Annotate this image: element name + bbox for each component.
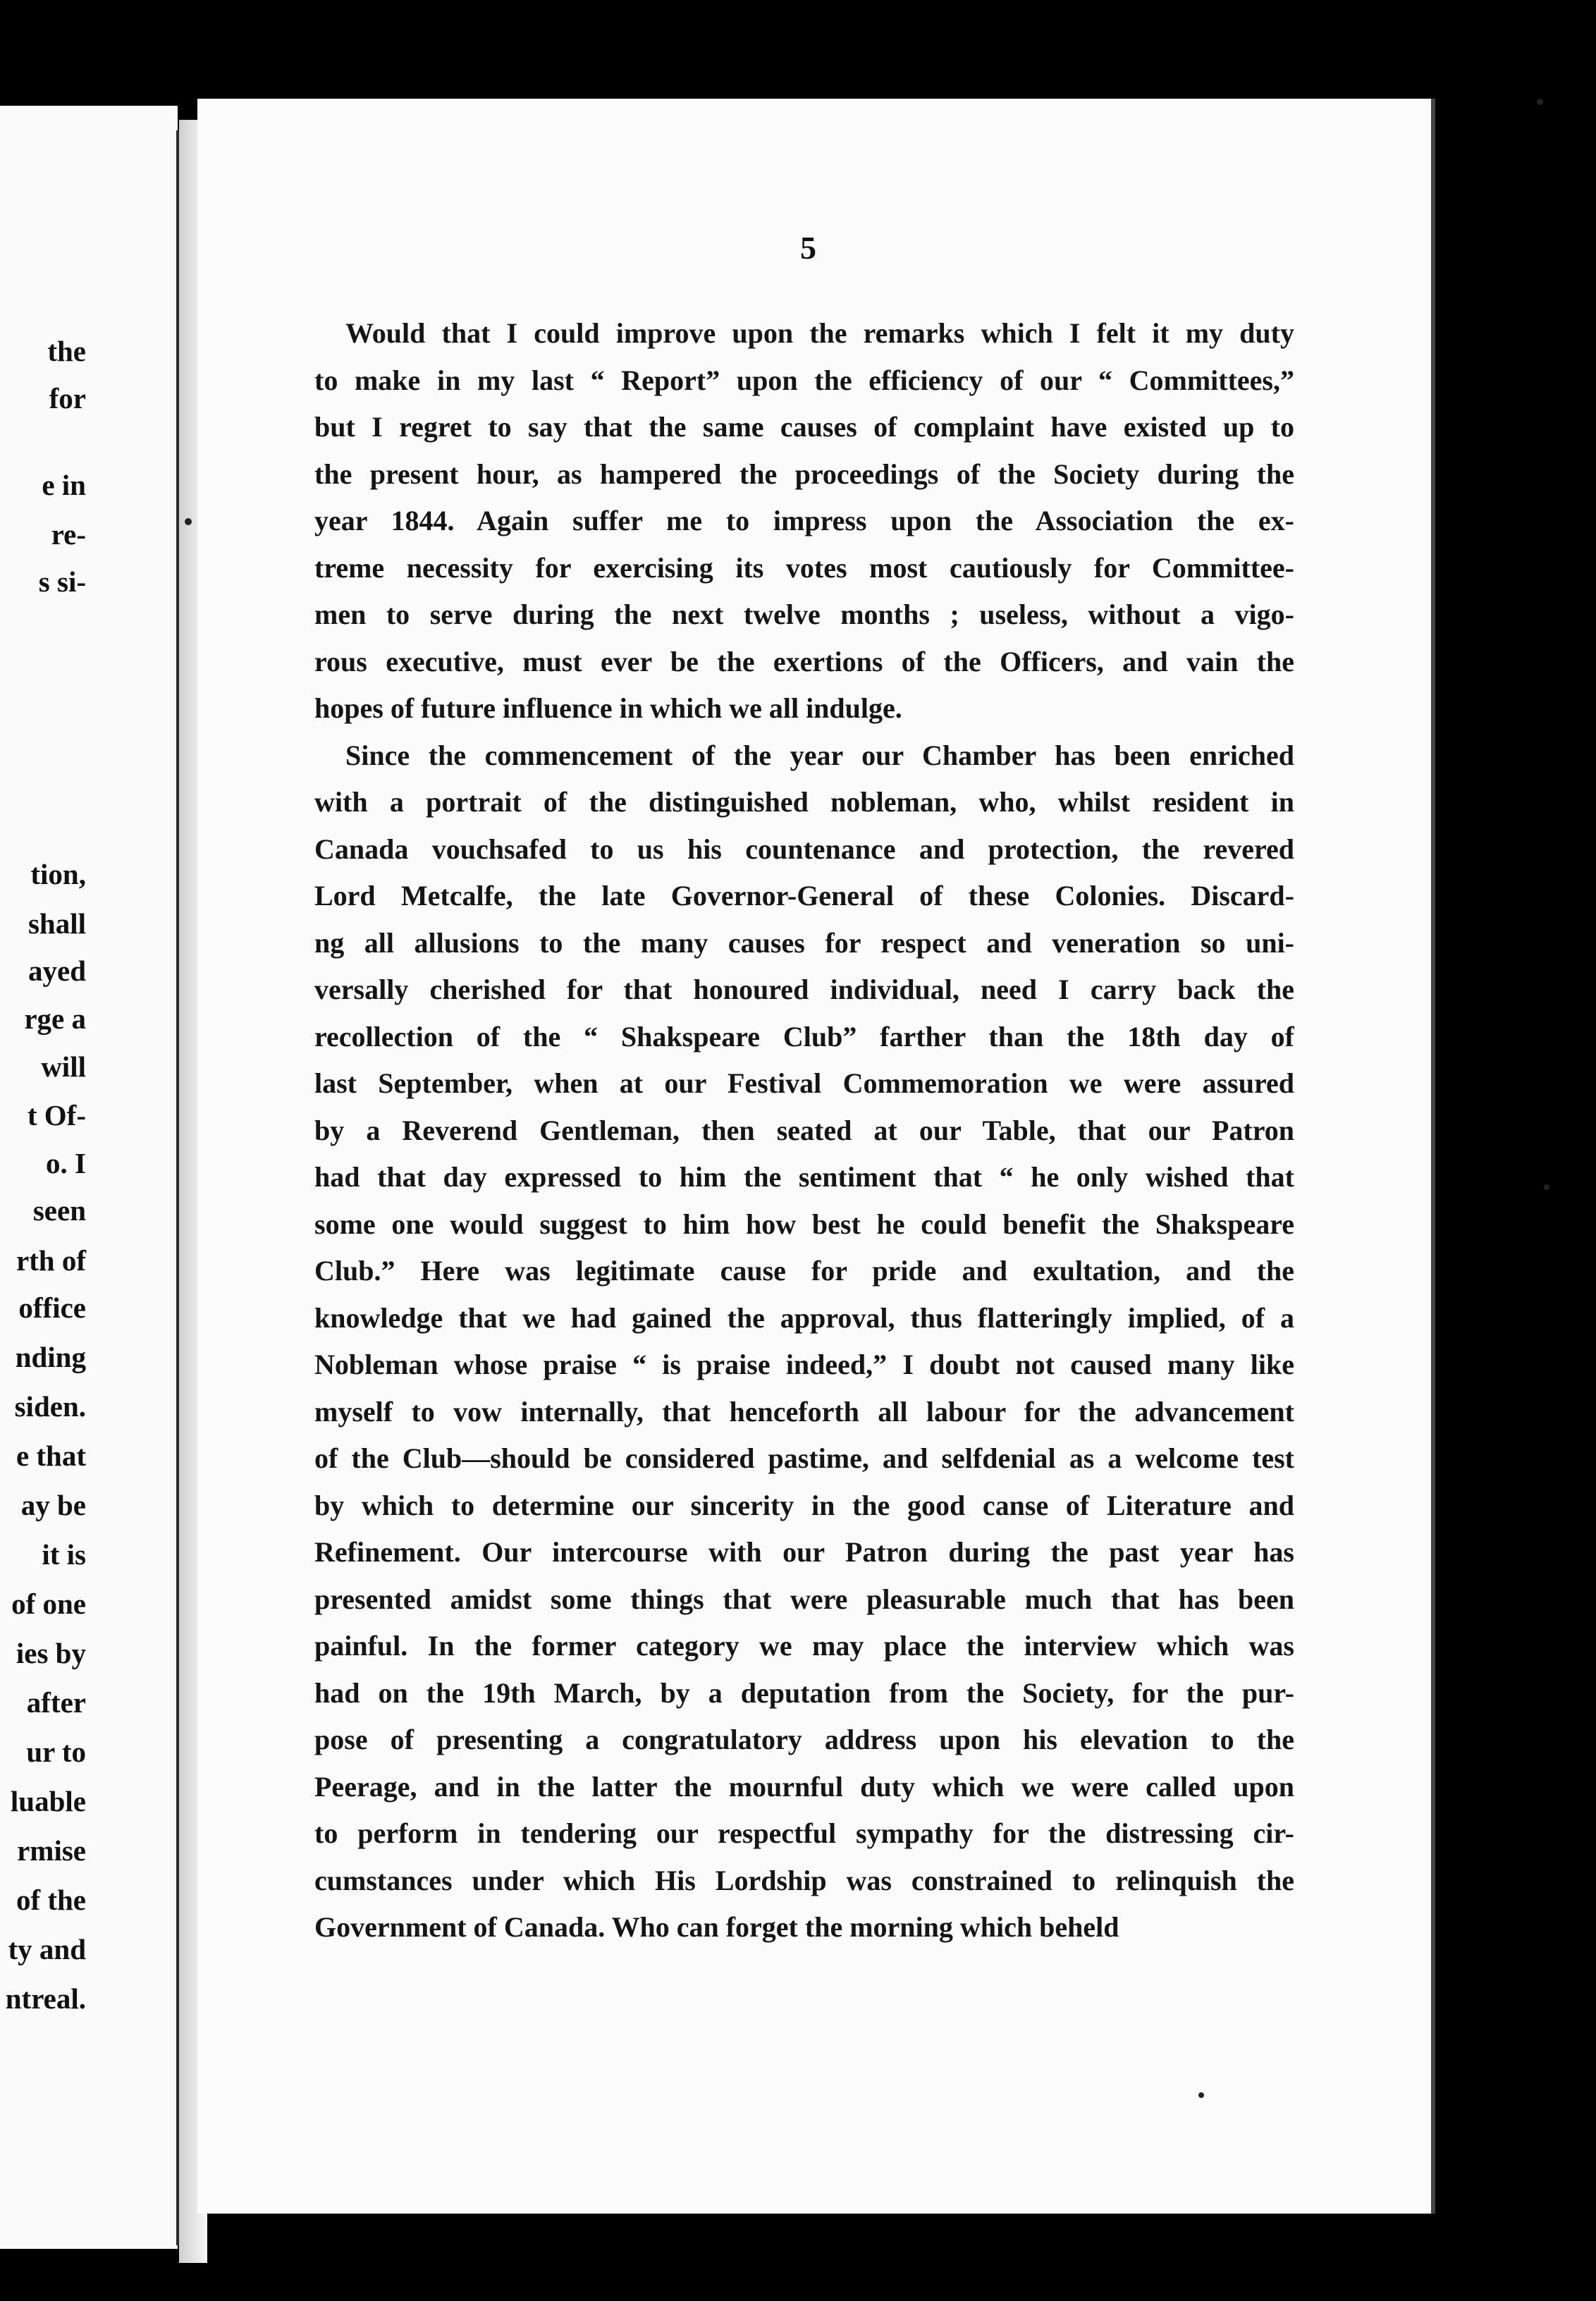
text-line: Would that I could improve upon the remarks which I felt it my duty bbox=[345, 317, 1294, 349]
text-line: ng all allusions to the many causes for respect and veneration so uni- bbox=[314, 926, 1294, 959]
left-page-fragment: the bbox=[47, 335, 86, 367]
left-page-fragment: ayed bbox=[28, 955, 86, 987]
text-line: myself to vow internally, that henceforth all labour for the advancement bbox=[314, 1395, 1294, 1428]
left-page-fragment: tion, bbox=[30, 858, 86, 890]
left-page-fragment: office bbox=[18, 1291, 86, 1324]
text-line: Nobleman whose praise “ is praise indeed,” I doubt not caused many like bbox=[314, 1349, 1294, 1380]
text-line: year 1844. Again suffer me to impress upon the Association the ex- bbox=[314, 505, 1294, 536]
left-page-fragment: of the bbox=[16, 1884, 86, 1916]
left-page-fragment: after bbox=[26, 1686, 86, 1719]
text-line: the present hour, as hampered the proceedings of the Society during the bbox=[314, 458, 1294, 490]
left-page-fragment: ay be bbox=[20, 1489, 86, 1521]
body-text bbox=[314, 310, 1294, 1951]
left-page-fragment: rmise bbox=[17, 1834, 86, 1867]
text-line: pose of presenting a congratulatory address upon his elevation to the bbox=[314, 1724, 1294, 1755]
text-line: men to serve during the next twelve months ; useless, without a vigo- bbox=[314, 599, 1294, 630]
text-line: but I regret to say that the same causes of complaint have existed up to bbox=[314, 411, 1294, 443]
text-line: to make in my last “ Report” upon the efficiency of our “ Committees,” bbox=[314, 364, 1294, 396]
left-page-fragment: o. I bbox=[46, 1147, 86, 1179]
text-line: presented amidst some things that were pleasurable much that has been bbox=[314, 1583, 1294, 1615]
left-page-fragment: ty and bbox=[8, 1933, 86, 1965]
text-line: by which to determine our sincerity in the good canse of Literature and bbox=[314, 1489, 1294, 1521]
right-page-edge bbox=[1431, 99, 1435, 2214]
scan-speck bbox=[1544, 1184, 1549, 1190]
left-page-fragment: shall bbox=[27, 907, 86, 940]
text-line: hopes of future influence in which we all indulge. bbox=[314, 692, 902, 724]
text-line: of the Club—should be considered pastime, and selfdenial as a welcome test bbox=[314, 1442, 1294, 1474]
text-line: treme necessity for exercising its votes most cautiously for Committee- bbox=[314, 551, 1294, 584]
left-page-fragment: ur to bbox=[26, 1736, 86, 1768]
scan-speck bbox=[1198, 2092, 1204, 2098]
text-line: Lord Metcalfe, the late Governor-General of these Colonies. Discard- bbox=[314, 880, 1294, 912]
text-line: Peerage, and in the latter the mournful duty which we were called upon bbox=[314, 1770, 1294, 1803]
left-page-fragment: for bbox=[49, 382, 86, 415]
scan-speck bbox=[185, 518, 192, 525]
book-gutter bbox=[176, 130, 179, 2245]
text-line: versally cherished for that honoured individual, need I carry back the bbox=[314, 974, 1294, 1005]
text-line: had that day expressed to him the sentiment that “ he only wished that bbox=[314, 1161, 1294, 1193]
left-page-fragment: luable bbox=[10, 1785, 86, 1817]
text-line: with a portrait of the distinguished nobleman, who, whilst resident in bbox=[314, 786, 1294, 818]
left-page-fragment: e that bbox=[16, 1440, 86, 1472]
page-number: 5 bbox=[800, 230, 816, 266]
left-page-fragment: nding bbox=[15, 1341, 86, 1373]
text-line: recollection of the “ Shakspeare Club” farther than the 18th day of bbox=[314, 1020, 1294, 1053]
left-page-fragment: rge a bbox=[24, 1002, 86, 1035]
text-line: Since the commencement of the year our Chamber has been enriched bbox=[345, 739, 1294, 771]
left-page-text-fragments bbox=[0, 0, 86, 2301]
text-line: rous executive, must ever be the exertions of the Officers, and vain the bbox=[314, 645, 1294, 677]
left-page-fragment: re- bbox=[51, 518, 86, 551]
left-page-fragment: of one bbox=[11, 1588, 86, 1620]
text-line: Refinement. Our intercourse with our Patron during the past year has bbox=[314, 1536, 1294, 1568]
left-page-fragment: ies by bbox=[16, 1637, 86, 1669]
left-page-fragment: siden. bbox=[14, 1390, 86, 1423]
left-page-fragment: ntreal. bbox=[5, 1982, 86, 2015]
text-line: painful. In the former category we may place the interview which was bbox=[314, 1630, 1294, 1662]
text-line: Government of Canada. Who can forget the morning which beheld bbox=[314, 1911, 1119, 1943]
text-line: had on the 19th March, by a deputation from the Society, for the pur- bbox=[314, 1676, 1294, 1709]
text-line: cumstances under which His Lordship was constrained to relinquish the bbox=[314, 1864, 1294, 1896]
left-page-fragment: will bbox=[41, 1050, 86, 1083]
left-page-fragment: seen bbox=[32, 1194, 86, 1227]
text-line: Club.” Here was legitimate cause for pride and exultation, and the bbox=[314, 1255, 1294, 1287]
text-line: some one would suggest to him how best he could benefit the Shakspeare bbox=[314, 1208, 1294, 1240]
text-line: Canada vouchsafed to us his countenance and protection, the revered bbox=[314, 833, 1294, 865]
text-line: knowledge that we had gained the approval, thus flatteringly implied, of a bbox=[314, 1301, 1294, 1334]
left-page-fragment: it is bbox=[42, 1538, 86, 1571]
left-page-fragment: t Of- bbox=[27, 1099, 86, 1131]
left-page-fragment: e in bbox=[42, 469, 86, 501]
text-line: by a Reverend Gentleman, then seated at our Table, that our Patron bbox=[314, 1114, 1294, 1146]
left-page-fragment: s si- bbox=[38, 565, 86, 598]
text-line: to perform in tendering our respectful sympathy for the distressing cir- bbox=[314, 1817, 1294, 1849]
scan-speck bbox=[1537, 99, 1543, 105]
text-line: last September, when at our Festival Commemoration we were assured bbox=[314, 1067, 1294, 1099]
left-page-fragment: rth of bbox=[16, 1244, 86, 1277]
